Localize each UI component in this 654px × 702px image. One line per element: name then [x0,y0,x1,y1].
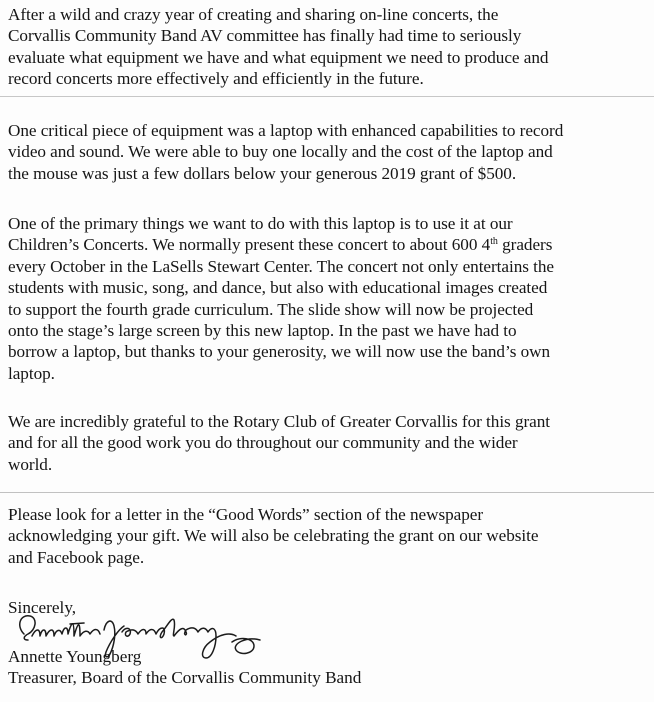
paragraph-4-line-3: world. [8,454,53,474]
paragraph-5 [8,504,654,568]
paragraph-3-line-5: to support the fourth grade curriculum. The slide show will now be projected [8,299,534,319]
paragraph-3-line-1: One of the primary things we want to do with this laptop is to use it at our [8,214,513,233]
closing-salutation: Sincerely, [8,598,77,617]
paragraph-2 [8,120,654,184]
paragraph-3-line-2 [8,234,654,255]
paragraph-5-line-2: acknowledging your gift. We will also be celebrating the grant on our website [8,526,539,546]
ordinal-suffix: th [490,236,498,248]
paragraph-3-line-4: students with music, song, and dance, but also with educational images created [8,278,548,298]
paragraph-1-line-4: record concerts more effectively and efficiently in the future. [8,69,424,89]
paragraph-3-line-8: laptop. [8,363,55,383]
scan-fold-line [0,96,654,97]
paragraph-3-line-2-end: graders [497,235,553,255]
paragraph-1 [8,4,654,90]
paragraph-5-line-1: Please look for a letter in the “Good Words” section of the newspaper [8,505,483,524]
paragraph-1-line-2: Corvallis Community Band AV committee has finally had time to seriously [8,26,522,46]
signer-title: Treasurer, Board of the Corvallis Community Band [8,668,362,687]
paragraph-3-line-6: onto the stage’s large screen by this new laptop. In the past we have had to [8,321,517,341]
paragraph-4-line-1: We are incredibly grateful to the Rotary Club of Greater Corvallis for this grant [8,412,551,431]
paragraph-1-line-3: evaluate what equipment we have and what equipment we need to produce and [8,47,549,67]
paragraph-2-line-3: the mouse was just a few dollars below your generous 2019 grant of $500. [8,163,517,183]
paragraph-5-line-3: and Facebook page. [8,547,145,567]
paragraph-3 [8,213,654,384]
paragraph-2-line-2: video and sound. We were able to buy one locally and the cost of the laptop and [8,142,553,162]
paragraph-2-line-1: One critical piece of equipment was a laptop with enhanced capabilities to record [8,121,564,140]
paragraph-3-line-3: every October in the LaSells Stewart Center. The concert not only entertains the [8,256,554,276]
paragraph-1-line-1: After a wild and crazy year of creating and sharing on-line concerts, the [8,5,499,24]
paragraph-4-line-2: and for all the good work you do throughout our community and the wider [8,433,518,453]
paragraph-3-line-2-text: Children’s Concerts. We normally present these concert to about 600 4 [8,235,491,255]
scan-fold-line-2 [0,492,654,493]
paragraph-4 [8,411,654,475]
paragraph-3-line-7: borrow a laptop, but thanks to your generosity, we will now use the band’s own [8,342,551,362]
signer-name: Annette Youngberg [8,647,142,666]
